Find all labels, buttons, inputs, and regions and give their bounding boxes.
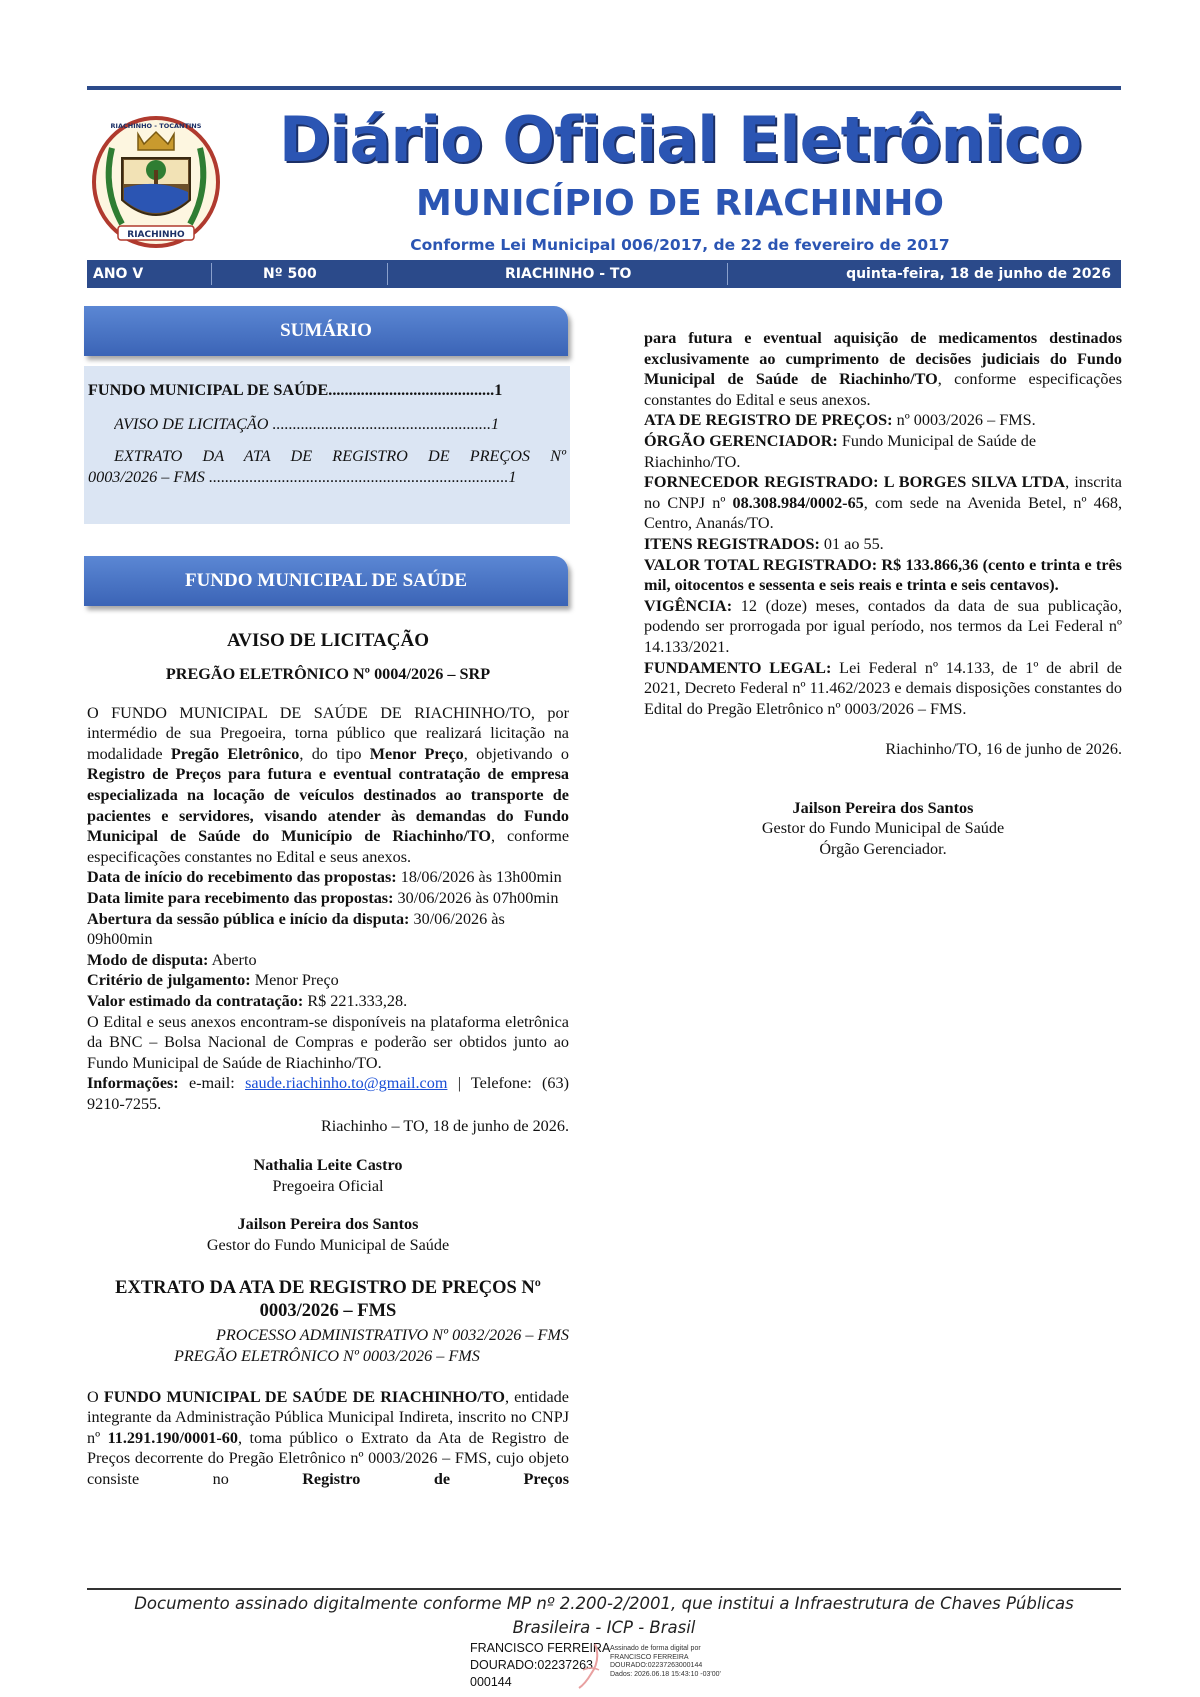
extrato-paragraph-start: O FUNDO MUNICIPAL DE SAÚDE DE RIACHINHO/TO, entidade integrante da Administração Pública Municipal Indireta, inscrito no CNPJ nº 11.291.190/0001-60, toma público o Extrato da Ata de Registro de Preços decorrente do Pregão Eletrônico nº 0003/2026 – FMS, cujo objeto consiste no Registro de Preços	[87, 1387, 569, 1488]
extrato-validity: VIGÊNCIA: 12 (doze) meses, contados da data de sua publicação, podendo ser prorrogada por igual período, nos termos da Lei Federal nº 14.133/2021.	[644, 596, 1122, 656]
infobar-divider	[727, 263, 728, 285]
aviso-place-date: Riachinho – TO, 18 de junho de 2026.	[320, 1117, 569, 1136]
signatory-name: Jailson Pereira dos Santos	[237, 1215, 419, 1234]
aviso-criterion: Critério de julgamento: Menor Preço	[87, 971, 339, 990]
footer-line-2: Brasileira - ICP - Brasil	[512, 1618, 696, 1637]
extrato-items: ITENS REGISTRADOS: 01 ao 55.	[644, 534, 884, 553]
logo-ring-text: RIACHINHO - TOCANTINS	[110, 122, 202, 130]
toc-entry-extrato-line2[interactable]: 0003/2026 – FMS ..........................................................................1	[88, 468, 517, 486]
edition-place: RIACHINHO - TO	[505, 266, 632, 282]
masthead-top-rule	[87, 86, 1121, 90]
aviso-contact: Informações: e-mail: saude.riachinho.to@gmail.com | Telefone: (63) 9210-7255.	[87, 1074, 569, 1113]
right-column	[644, 328, 1122, 860]
summary-box	[84, 366, 570, 524]
extrato-total-value: VALOR TOTAL REGISTRADO: R$ 133.866,36 (cento e trinta e três mil, oitocentos e sessenta e seis reais e trinta e seis centavos).	[644, 555, 1122, 595]
edition-date: quinta-feira, 18 de junho de 2026	[846, 266, 1111, 282]
aviso-deadline: Data limite para recebimento das propostas: 30/06/2026 às 07h00min	[87, 888, 559, 907]
digital-signature-notice	[87, 1592, 1121, 1640]
extrato-supplier: FORNECEDOR REGISTRADO: L BORGES SILVA LTDA, inscrita no CNPJ nº 08.308.984/0002-65, com sede na Avenida Betel, nº 468, Centro, Ananás/TO.	[644, 473, 1122, 533]
aviso-start-date: Data de início do recebimento das propostas: 18/06/2026 às 13h00min	[87, 868, 562, 887]
extrato-managing-body: ÓRGÃO GERENCIADOR: Fundo Municipal de Saúde de Riachinho/TO.	[644, 431, 1037, 471]
extrato-legal-basis: FUNDAMENTO LEGAL: Lei Federal nº 14.133, de 1º de abril de 2021, Decreto Federal nº 11.462/2023 e demais disposições constantes do Edital do Pregão Eletrônico nº 0003/2026 – FMS.	[644, 658, 1122, 718]
signatory-role: Órgão Gerenciador.	[819, 840, 947, 859]
signatory-role: Gestor do Fundo Municipal de Saúde	[761, 819, 1005, 838]
extrato-heading: EXTRATO DA ATA DE REGISTRO DE PREÇOS Nº 0003/2026 – FMS	[115, 1278, 541, 1322]
extrato-ata-number: ATA DE REGISTRO DE PREÇOS: nº 0003/2026 – FMS.	[644, 411, 1036, 430]
aviso-subheading: PREGÃO ELETRÔNICO Nº 0004/2026 – SRP	[165, 665, 491, 683]
signatory-role: Pregoeira Oficial	[272, 1176, 384, 1195]
aviso-paragraph: O FUNDO MUNICIPAL DE SAÚDE DE RIACHINHO/TO, por intermédio de sua Pregoeira, torna público que realizará licitação na modalidade Pregão Eletrônico, do tipo Menor Preço, objetivando o Registro de Preços para futura e eventual contratação de empresa especializada na locação de veículos destinados ao transporte de pacientes e servidores, visando atender às demandas do Fundo Municipal de Saúde do Município de Riachinho/TO, conforme especificações constantes no Edital e seus anexos.	[87, 703, 569, 866]
edition-number: Nº 500	[263, 266, 317, 282]
digital-signature-metadata: Assinado de forma digital por FRANCISCO FERREIRA DOURADO:02237263000144 Dados: 2026.06.18 15:43:10 -03'00'	[610, 1645, 721, 1678]
footer-line-1: Documento assinado digitalmente conforme MP nº 2.200-2/2001, que institui a Infraestrutura de Chaves Públicas	[134, 1594, 1074, 1613]
summary-heading: SUMÁRIO	[84, 306, 568, 356]
edition-year: ANO V	[93, 266, 144, 282]
publication-title: Diário Oficial Eletrônico	[278, 103, 1082, 176]
aviso-opening: Abertura da sessão pública e início da disputa: 30/06/2026 às 09h00min	[87, 909, 505, 949]
section-heading: FUNDO MUNICIPAL DE SAÚDE	[84, 556, 568, 606]
logo-banner-text: RIACHINHO	[127, 230, 185, 240]
left-column	[87, 628, 569, 1490]
aviso-estimated-value: Valor estimado da contratação: R$ 221.333,28.	[87, 991, 408, 1010]
extrato-paragraph-continued: para futura e eventual aquisição de medicamentos destinados exclusivamente ao cumprimento de decisões judiciais do Fundo Municipal de Saúde de Riachinho/TO, conforme especificações constantes do Edital e seus anexos.	[644, 329, 1122, 409]
aviso-dispute-mode: Modo de disputa: Aberto	[87, 950, 257, 969]
infobar-divider	[211, 263, 212, 285]
extrato-place-date: Riachinho/TO, 16 de junho de 2026.	[885, 740, 1122, 759]
digital-signer-name: FRANCISCO FERREIRA DOURADO:02237263 000144	[470, 1641, 611, 1689]
signatory-role: Gestor do Fundo Municipal de Saúde	[206, 1235, 450, 1254]
toc-entry-fundo[interactable]: FUNDO MUNICIPAL DE SAÚDE.........................................1	[88, 381, 503, 399]
aviso-availability: O Edital e seus anexos encontram-se disponíveis na plataforma eletrônica da BNC – Bolsa Nacional de Compras e poderão ser obtidos junto ao Fundo Municipal de Saúde de Riachinho/TO.	[87, 1012, 569, 1072]
infobar-divider	[387, 263, 388, 285]
legal-basis-line: Conforme Lei Municipal 006/2017, de 22 de fevereiro de 2017	[410, 236, 950, 254]
edition-info-bar	[87, 260, 1121, 288]
signatory-name: Jailson Pereira dos Santos	[792, 798, 974, 817]
toc-entry-aviso[interactable]: AVISO DE LICITAÇÃO ......................................................1	[114, 415, 500, 433]
aviso-heading: AVISO DE LICITAÇÃO	[226, 630, 429, 651]
footer-rule	[87, 1588, 1121, 1590]
toc-entry-extrato-line1[interactable]: EXTRATO DA ATA DE REGISTRO DE PREÇOS Nº	[114, 447, 566, 465]
extrato-process-number: PROCESSO ADMINISTRATIVO Nº 0032/2026 – FMS	[216, 1326, 569, 1345]
municipal-coat-of-arms-logo	[82, 108, 230, 256]
contact-email-link[interactable]: saude.riachinho.to@gmail.com	[245, 1074, 448, 1093]
municipality-name: MUNICÍPIO DE RIACHINHO	[415, 183, 945, 224]
signatory-name: Nathalia Leite Castro	[253, 1156, 403, 1175]
extrato-pregao-number: PREGÃO ELETRÔNICO Nº 0003/2026 – FMS	[174, 1347, 480, 1366]
digital-signature-mark-icon	[575, 1640, 605, 1692]
